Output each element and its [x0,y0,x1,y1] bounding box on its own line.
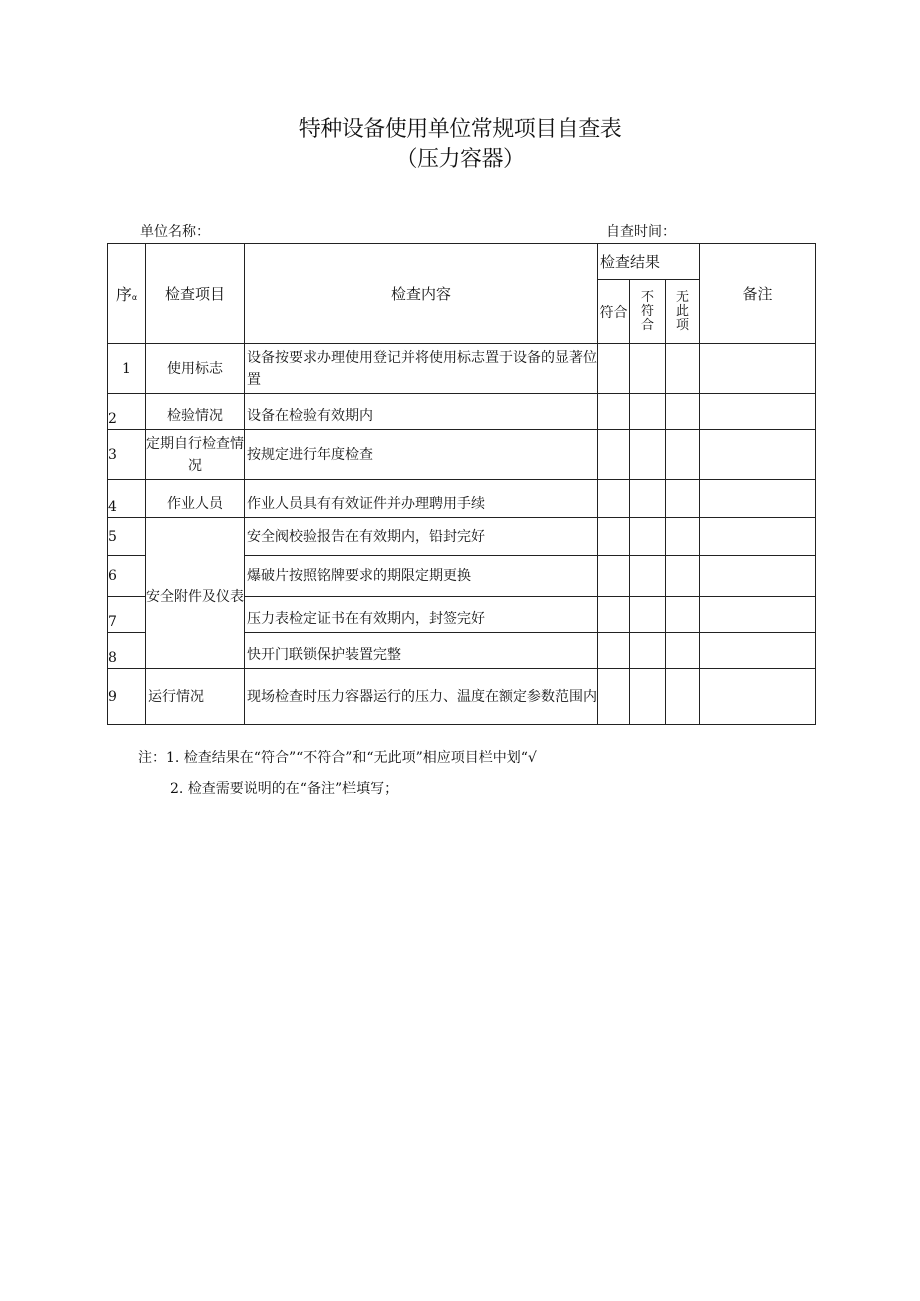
remark-cell[interactable] [700,597,816,633]
nonconform-cell[interactable] [630,394,666,430]
table-row [108,669,816,725]
remark-cell[interactable] [700,518,816,556]
conform-cell[interactable] [598,480,630,518]
conform-cell[interactable] [598,394,630,430]
header-result: 检查结果 [598,244,700,280]
row-content: 压力表检定证书在有效期内，封签完好 [245,597,598,633]
conform-cell[interactable] [598,344,630,394]
remark-cell[interactable] [700,669,816,725]
table-row [108,480,816,518]
na-cell[interactable] [666,518,700,556]
form-title: 特种设备使用单位常规项目自查表 [298,117,622,142]
remark-cell[interactable] [700,344,816,394]
nonconform-cell[interactable] [630,669,666,725]
row-seq: 2 [108,394,146,430]
nonconform-cell[interactable] [630,480,666,518]
conform-cell[interactable] [598,633,630,669]
na-cell[interactable] [666,597,700,633]
row-content: 按规定进行年度检查 [245,430,598,480]
conform-cell[interactable] [598,597,630,633]
row-seq: 1 [108,344,146,394]
nonconform-cell[interactable] [630,344,666,394]
header-remark: 备注 [700,244,816,344]
header-content: 检查内容 [245,244,598,344]
na-cell[interactable] [666,669,700,725]
note-2: 2. 检查需要说明的在“备注”栏填写； [170,781,399,797]
row-item: 运行情况 [146,669,245,725]
header-na: 无此项 [666,280,700,344]
table-row [108,394,816,430]
unit-name-label: 单位名称： [140,224,210,240]
row-content: 作业人员具有有效证件并办理聘用手续 [245,480,598,518]
na-cell[interactable] [666,344,700,394]
conform-cell[interactable] [598,556,630,597]
row-item: 定期自行检查情况 [146,430,245,480]
row-item: 使用标志 [146,344,245,394]
nonconform-cell[interactable] [630,633,666,669]
checklist-table [107,243,816,725]
header-seq: 序α [108,244,146,344]
remark-cell[interactable] [700,394,816,430]
form-subtitle: （压力容器） [395,147,525,172]
na-cell[interactable] [666,430,700,480]
header-nonconform: 不符合 [630,280,666,344]
row-item: 检验情况 [146,394,245,430]
row-seq: 8 [108,633,146,669]
remark-cell[interactable] [700,430,816,480]
row-seq: 5 [108,518,146,556]
nonconform-cell[interactable] [630,518,666,556]
na-cell[interactable] [666,633,700,669]
note-1: 注：1. 检查结果在“符合”“不符合”和“无此项”相应项目栏中划“√ [138,750,537,766]
row-seq: 6 [108,556,146,597]
remark-cell[interactable] [700,633,816,669]
na-cell[interactable] [666,556,700,597]
table-row [108,518,816,556]
header-item: 检查项目 [146,244,245,344]
remark-cell[interactable] [700,480,816,518]
conform-cell[interactable] [598,518,630,556]
row-seq: 9 [108,669,146,725]
nonconform-cell[interactable] [630,556,666,597]
nonconform-cell[interactable] [630,430,666,480]
check-time-label: 自查时间： [606,224,676,240]
row-seq: 3 [108,430,146,480]
na-cell[interactable] [666,480,700,518]
row-seq: 7 [108,597,146,633]
table-row [108,430,816,480]
row-content: 爆破片按照铭牌要求的期限定期更换 [245,556,598,597]
row-seq: 4 [108,480,146,518]
nonconform-cell[interactable] [630,597,666,633]
conform-cell[interactable] [598,669,630,725]
conform-cell[interactable] [598,430,630,480]
row-content: 设备在检验有效期内 [245,394,598,430]
row-item-safety: 安全附件及仪表 [146,518,245,669]
na-cell[interactable] [666,394,700,430]
row-content: 现场检查时压力容器运行的压力、温度在额定参数范围内 [245,669,598,725]
row-item: 作业人员 [146,480,245,518]
row-content: 设备按要求办理使用登记并将使用标志置于设备的显著位置 [245,344,598,394]
row-content: 快开门联锁保护装置完整 [245,633,598,669]
remark-cell[interactable] [700,556,816,597]
row-content: 安全阀校验报告在有效期内，铅封完好 [245,518,598,556]
table-row [108,344,816,394]
header-conform: 符合 [598,280,630,344]
